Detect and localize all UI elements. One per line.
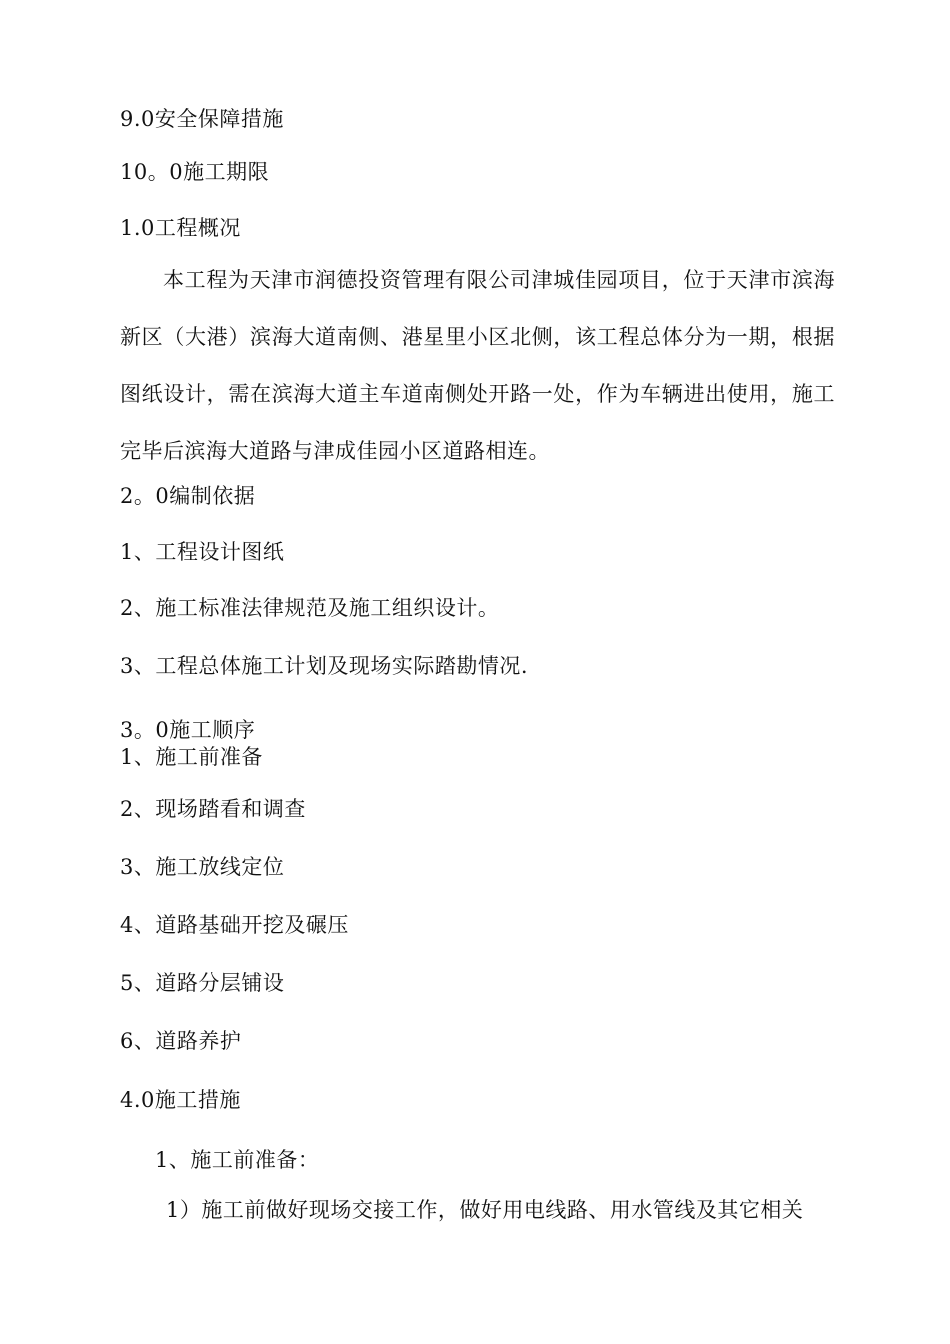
section-heading-3: 3。0施工顺序 (120, 718, 256, 742)
section-heading-4: 4.0施工措施 (120, 1088, 241, 1112)
section-heading-1: 1.0工程概况 (120, 216, 241, 240)
sequence-item-5: 5、道路分层铺设 (120, 971, 285, 995)
measure-subitem-1: 1）施工前做好现场交接工作，做好用电线路、用水管线及其它相关 (166, 1198, 804, 1222)
overview-paragraph: 本工程为天津市润德投资管理有限公司津城佳园项目，位于天津市滨海新区（大港）滨海大道南侧、港星里小区北侧，该工程总体分为一期，根据图纸设计，需在滨海大道主车道南侧处开路一处，作为车辆进出使用，施工完毕后滨海大道路与津成佳园小区道路相连。 (120, 268, 835, 463)
basis-item-3: 3、工程总体施工计划及现场实际踏勘情况. (120, 654, 529, 678)
section-heading-2: 2。0编制依据 (120, 484, 256, 508)
sequence-item-4: 4、道路基础开挖及碾压 (120, 913, 349, 937)
basis-item-1: 1、工程设计图纸 (120, 540, 285, 564)
sequence-item-3: 3、施工放线定位 (120, 855, 285, 879)
measure-item-1: 1、施工前准备： (155, 1148, 320, 1172)
basis-item-2: 2、施工标准法律规范及施工组织设计。 (120, 596, 500, 620)
section-heading-9: 9.0安全保障措施 (120, 107, 284, 131)
sequence-item-1: 1、施工前准备 (120, 745, 263, 769)
sequence-item-6: 6、道路养护 (120, 1029, 242, 1053)
sequence-item-2: 2、现场踏看和调查 (120, 797, 306, 821)
section-heading-10: 10。0施工期限 (120, 160, 270, 184)
